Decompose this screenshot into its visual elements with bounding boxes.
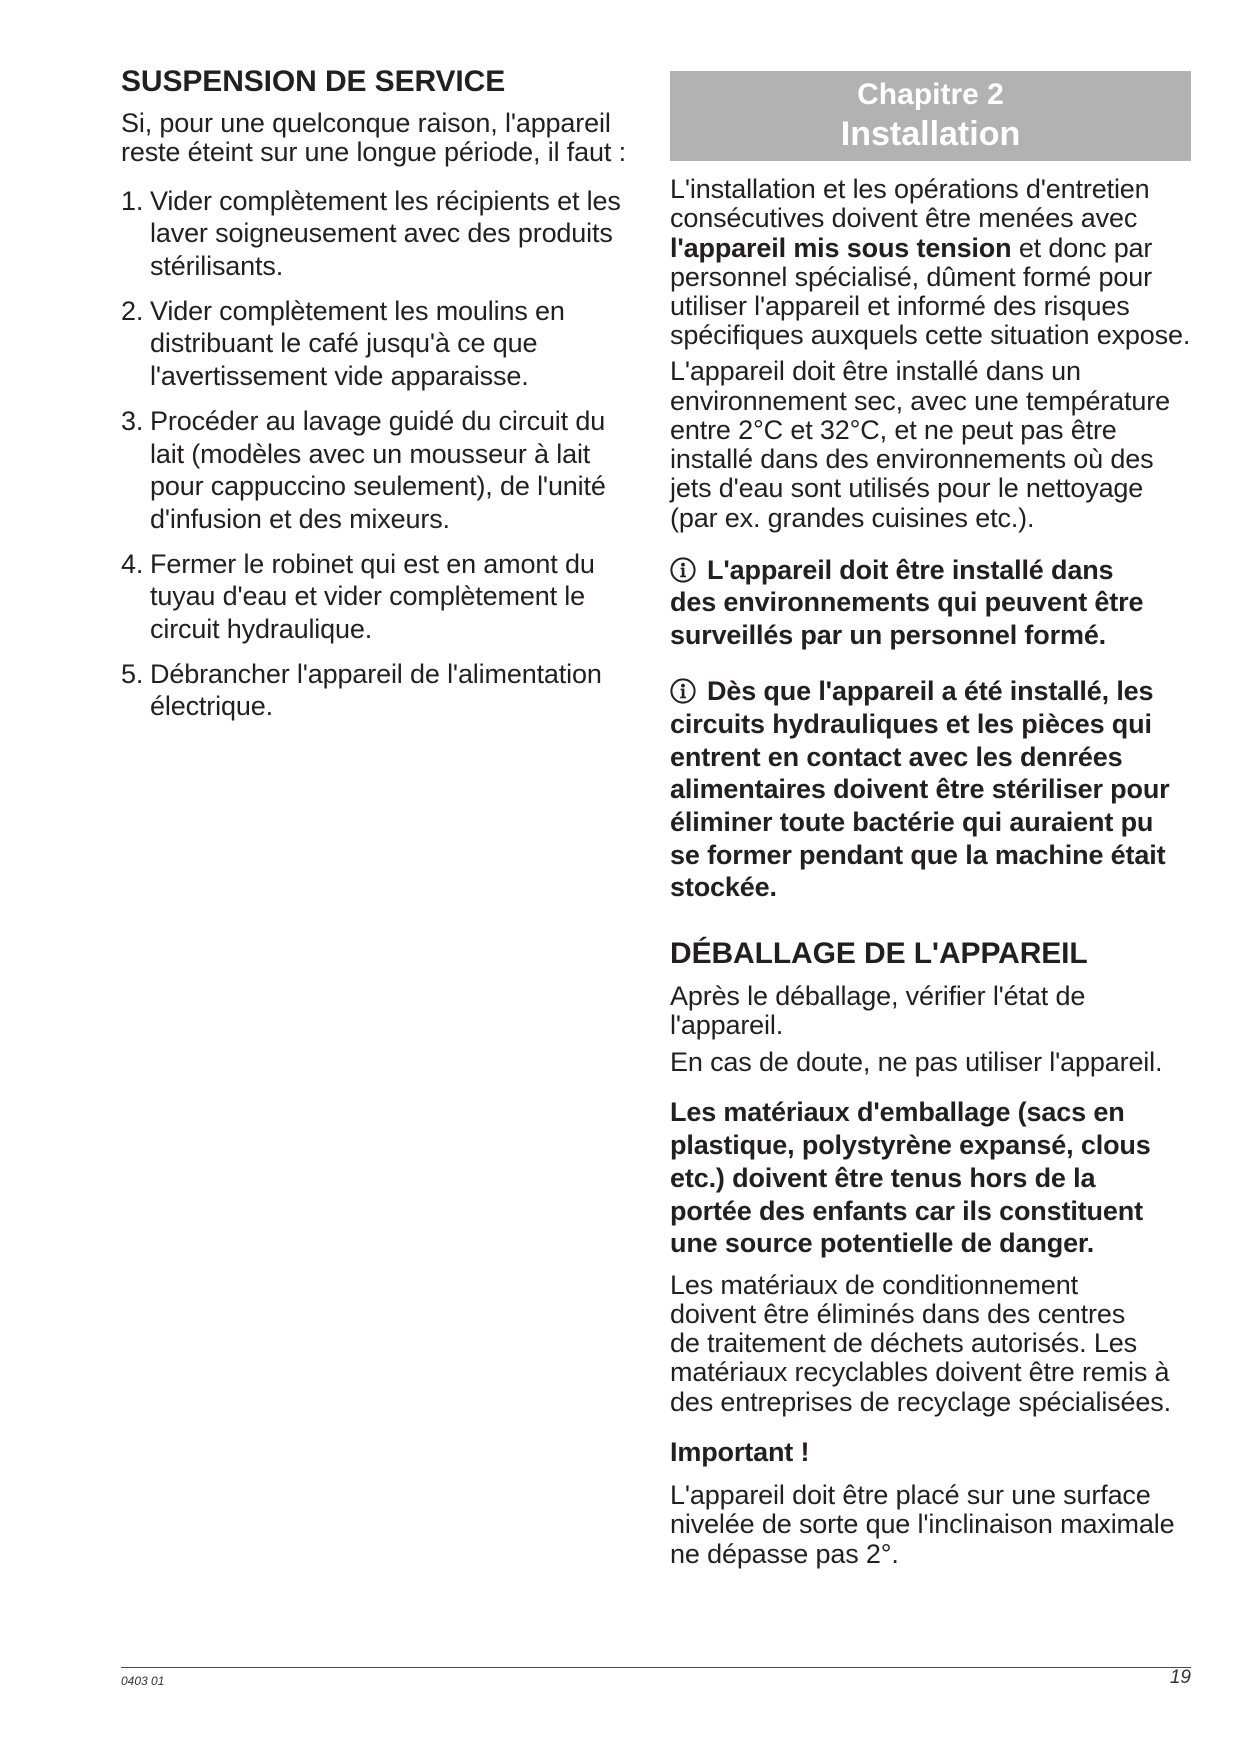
list-item [121,405,641,536]
note-text: L'appareil doit être installé dans des environnements qui peuvent être surveillés par un personnel formé. [670,554,1144,650]
step-number: 3. [121,405,144,436]
chapter-title: Installation [840,115,1021,153]
step-text: Fermer le robinet qui est en amont du tuyau d'eau et vider complètement le circuit hydraulique. [150,548,595,645]
list-item [121,658,641,723]
step-text: Vider complètement les récipients et les laver soigneusement avec des produits stérilisants. [150,185,621,281]
emphasis-text: l'appareil mis sous tension [670,232,1012,263]
important-label: Important ! [670,1437,810,1468]
info-note [670,675,1191,904]
installation-environment: L'appareil doit être installé dans un environnement sec, avec une température entre 2°C et 32°C, et ne peut pas être installé dans des environnements où des jets d'eau sont utilisés pour le nettoyage (par ex. grandes cuisines etc.). [670,356,1170,533]
step-text: Procéder au lavage guidé du circuit du lait (modèles avec un mousseur à lait pour cappuccino seulement), de l'unité d'infusion et des mixeurs. [150,405,606,534]
list-item [121,548,641,646]
unpacking-check: Après le déballage, vérifier l'état de l'appareil. [670,981,1086,1041]
section-heading-suspension: SUSPENSION DE SERVICE [121,65,506,98]
info-note [670,554,1191,652]
important-text: L'appareil doit être placé sur une surface nivelée de sorte que l'inclinaison maximale ne dépasse pas 2°. [670,1480,1175,1569]
step-number: 1. [121,185,144,216]
note-text: Dès que l'appareil a été installé, les circuits hydrauliques et les pièces qui entrent en contact avec les denrées alimentaires doivent être stériliser pour éliminer toute bactérie qui auraient pu se former pendant que la machine était stockée. [670,676,1170,903]
installation-intro [670,175,1191,351]
text-run: L'installation et les opérations d'entretien consécutives doivent être menées avec [670,174,1150,234]
step-number: 2. [121,295,144,326]
chapter-banner [670,71,1191,161]
chapter-label: Chapitre 2 [857,78,1004,111]
unpacking-doubt: En cas de doute, ne pas utiliser l'appareil. [670,1046,1163,1077]
suspension-steps-list [121,185,641,724]
info-icon [670,557,696,583]
section-heading-unpacking: DÉBALLAGE DE L'APPAREIL [670,937,1088,971]
footer-divider [121,1667,1191,1668]
left-column [121,0,641,723]
document-code: 0403 01 [121,1674,165,1688]
info-icon [670,678,696,704]
step-number: 5. [121,658,144,689]
step-number: 4. [121,548,144,579]
suspension-intro: Si, pour une quelconque raison, l'appareil reste éteint sur une longue période, il faut : [121,108,626,168]
text-run: et donc par personnel spécialisé, dûment formé pour utiliser l'appareil et informé des risques spécifiques auxquels cette situation expose. [670,232,1191,351]
packaging-disposal: Les matériaux de conditionnement doivent être éliminés dans des centres de traitement de déchets autorisés. Les matériaux recyclables doivent être remis à des entreprises de recyclage spécialisées. [670,1269,1171,1417]
packaging-warning: Les matériaux d'emballage (sacs en plastique, polystyrène expansé, clous etc.) doivent être tenus hors de la portée des enfants car ils constituent une source potentielle de danger. [670,1097,1151,1259]
page-number: 19 [1169,1667,1191,1688]
list-item [121,295,641,393]
step-text: Vider complètement les moulins en distribuant le café jusqu'à ce que l'avertissement vide apparaisse. [150,295,565,392]
right-column [670,0,1191,1569]
list-item [121,185,641,283]
step-text: Débrancher l'appareil de l'alimentation électrique. [150,658,602,722]
